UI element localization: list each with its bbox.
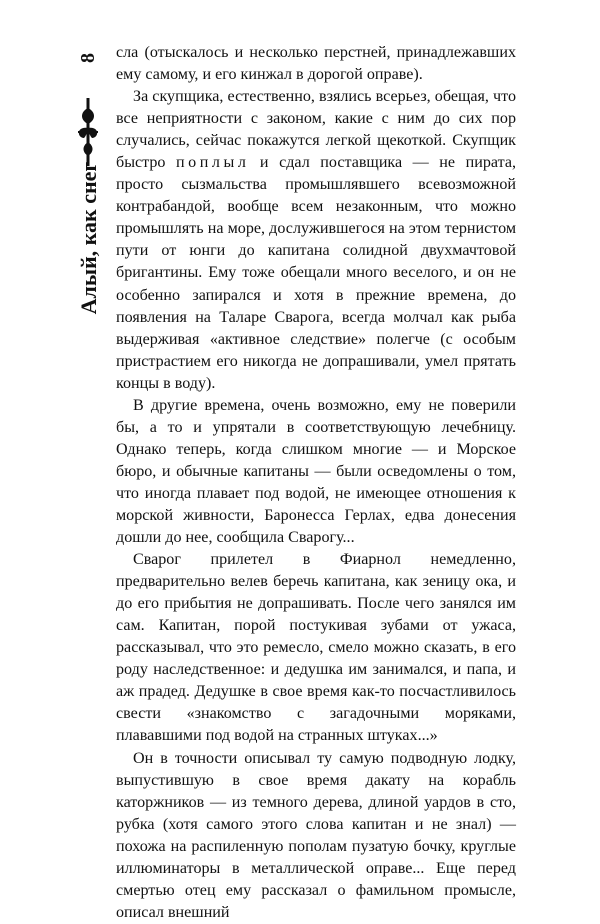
text-body xyxy=(116,42,516,924)
paragraph-2-part-2: и сдал поставщика — не пирата, просто сызмальства промышлявшего всевозможной контрабандой, вообще всем незаконным, что можно промышлять на море, дослужившегося на этом тернистом пути от юнги до капитана солидной двухмачтовой бригантины. Ему тоже обещали много веселого, и он не особенно запирался и хотя в прежние времена, до появления на Таларе Сварога, всегда молчал как рыба выдерживая «активное следствие» полегче (с особым пристрастием его никогда не допрашивали, умел прятать концы в воду). xyxy=(116,154,516,392)
paragraph-5: Он в точности описывал ту самую подводную лодку, выпустившую в свое время дакату на корабль каторжников — из темного дерева, длиной уардов в сто, рубка (хотя самого этого слова капитан и не знал) — похожа на распиленную пополам пузатую бочку, круглые иллюминаторы в металлической оправе... Еще перед смертью отец ему рассказал о фамильном промысле, описал внешний xyxy=(116,749,516,921)
page-number: 8 xyxy=(77,53,99,63)
paragraph-3: В другие времена, очень возможно, ему не поверили бы, а то и упрятали в соответствующую лечебницу. Однако теперь, когда слишком многие — и Морское бюро, и обычные капитаны — были осведомлены о том, что иногда плавает под водой, не имеющее отношения к морской живности, Баронесса Герлах, едва донесения дошли до нее, сообщила Сварогу... xyxy=(116,396,516,547)
paragraph-2-part-1: За скупщика, естественно, взялись всерьез, обещая, что все неприятности с законом, какие с ним до сих пор случались, сейчас покажутся легкой щекоткой. Скупщик быстро xyxy=(116,88,516,172)
paragraph-4: Сварог прилетел в Фиарнол немедленно, предварительно велев беречь капитана, как зеницу ока, и до его прибытия не допрашивать. После чего занялся им сам. Капитан, порой постукивая зубами от ужаса, рассказывал, что это ремесло, смело можно сказать, в его роду наследственное: и дедушка им занимался, и папа, и аж прадед. Дедушке в свое время как-то посчастливилось свести «знакомство с загадочными моряками, плававшими под водой на странных штуках...» xyxy=(116,551,516,745)
page-margin-header xyxy=(66,38,112,320)
paragraph-2 xyxy=(116,86,516,395)
ornament-icon xyxy=(74,96,102,168)
spaced-word: поплыл xyxy=(176,154,250,172)
paragraph-1: сла (отыскалось и несколько перстней, принадлежавших ему самому, и его кинжал в дорогой оправе). xyxy=(116,44,516,84)
running-head-text: Алый, как снег xyxy=(76,161,101,315)
